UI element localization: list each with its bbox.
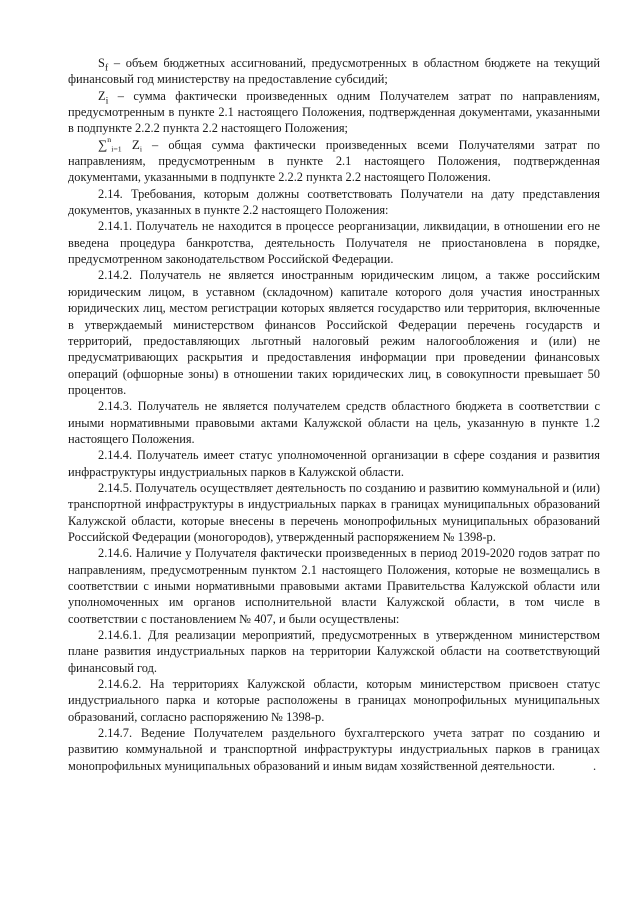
paragraph-2-14-6-1: 2.14.6.1. Для реализации мероприятий, предусмотренных в утвержденном министерством плане развития индустриальных парков на территории Калужской области на соответствующий финансовый год. — [68, 628, 600, 675]
paragraph-2-14-7-text: 2.14.7. Ведение Получателем раздельного бухгалтерского учета затрат по созданию и развитию коммунальной и транспортной инфраструктуры индустриальных парков в границах монопрофильных муниципальных образований и иным видам хозяйственной деятельности. — [68, 726, 600, 773]
paragraph-2-14-7 — [68, 725, 600, 774]
paragraph-2-14-1: 2.14.1. Получатель не находится в процессе реорганизации, ликвидации, в отношении его не введена процедура банкротства, деятельность Получателя не приостановлена в порядке, предусмотренном законодательством Российской Федерации. — [68, 219, 600, 267]
definition-sf-text: – объем бюджетных ассигнований, предусмотренных в областном бюджете на текущий финансовый год министерству на предоставление субсидий; — [68, 56, 600, 87]
sum-sign: ∑ — [98, 136, 108, 152]
document-page — [68, 55, 600, 774]
paragraph-2-14-4: 2.14.4. Получатель имеет статус уполномоченной организации в сфере создания и развития инфраструктуры индустриальных парков в Калужской области. — [68, 448, 600, 479]
paragraph-2-14-3: 2.14.3. Получатель не является получателем средств областного бюджета в соответствии с иными нормативными правовыми актами Калужской области на цель, указанную в пункте 1.2 настоящего Положения. — [68, 399, 600, 446]
paragraph-2-14: 2.14. Требования, которым должны соответствовать Получатели на дату представления документов, указанных в пункте 2.2 настоящего Положения: — [68, 186, 600, 218]
symbol-z: Z — [98, 88, 106, 103]
paragraph-2-14-6-2: 2.14.6.2. На территориях Калужской области, которым министерством присвоен статус индустриального парка и которые расположены в границах монопрофильных муниципальных образований, согласно распоряжению № 1398-р. — [68, 677, 600, 724]
sum-variable-subscript: i — [139, 144, 142, 154]
trailing-mark: . — [592, 758, 597, 773]
sum-formula — [98, 134, 142, 154]
paragraph-2-14-5: 2.14.5. Получатель осуществляет деятельность по созданию и развитию коммунальной и (или) транспортной инфраструктуры в индустриальных парках в границах муниципальных образований Калужской области, которые внесены в перечень монопрофильных муниципальных образований Российской Федерации (моногородов), утвержденный распоряжением № 1398-р. — [68, 480, 600, 544]
symbol-z-subscript: i — [105, 95, 109, 107]
definition-sf — [68, 55, 600, 88]
paragraph-2-14-2: 2.14.2. Получатель не является иностранным юридическим лицом, а также российским юридическим лицом, в уставном (складочном) капитале которого доля участия иностранных юридических лиц, местом регистрации которых является государство или территория, включенные в утверждаемый министерством финансов Российской Федерации перечень государств и территорий, предоставляющих льготный налоговый режим налогообложения и (или) не предусматривающих раскрытия и предоставления информации при проведении финансовых операций (офшорные зоны) в отношении таких юридических лиц, в совокупности превышает 50 процентов. — [68, 268, 600, 397]
definition-sum-text: – общая сумма фактически произведенных всеми Получателями затрат по направлениям, предусмотренным в пункте 2.1 настоящего Положения, подтвержденная документами, указанными в подпункте 2.2.2 пункта 2.2 настоящего Положения. — [68, 137, 600, 185]
symbol-s: S — [98, 56, 105, 70]
definition-zi — [68, 88, 600, 137]
definition-zi-text: – сумма фактически произведенных одним Получателем затрат по направлениям, предусмотренным в пункте 2.1 настоящего Положения, подтвержденная документами, указанными в подпункте 2.2.2 пункта 2.2 настоящего Положения; — [68, 88, 600, 136]
sum-upper-limit: n — [107, 134, 112, 144]
paragraph-2-14-6: 2.14.6. Наличие у Получателя фактически произведенных в период 2019-2020 годов затрат по направлениям, предусмотренным пунктом 2.1 настоящего Положения, которые не возмещались в соответствии с иными нормативными правовыми актами Правительства Калужской области или уполномоченных им органов исполнительной власти Калужской области, в том числе в соответствии с постановлением № 407, и были осуществлены: — [68, 546, 600, 626]
sum-lower-limit: i=1 — [111, 144, 122, 154]
symbol-s-subscript: f — [104, 62, 109, 74]
sum-variable: Z — [131, 136, 140, 152]
definition-sum — [68, 134, 600, 186]
